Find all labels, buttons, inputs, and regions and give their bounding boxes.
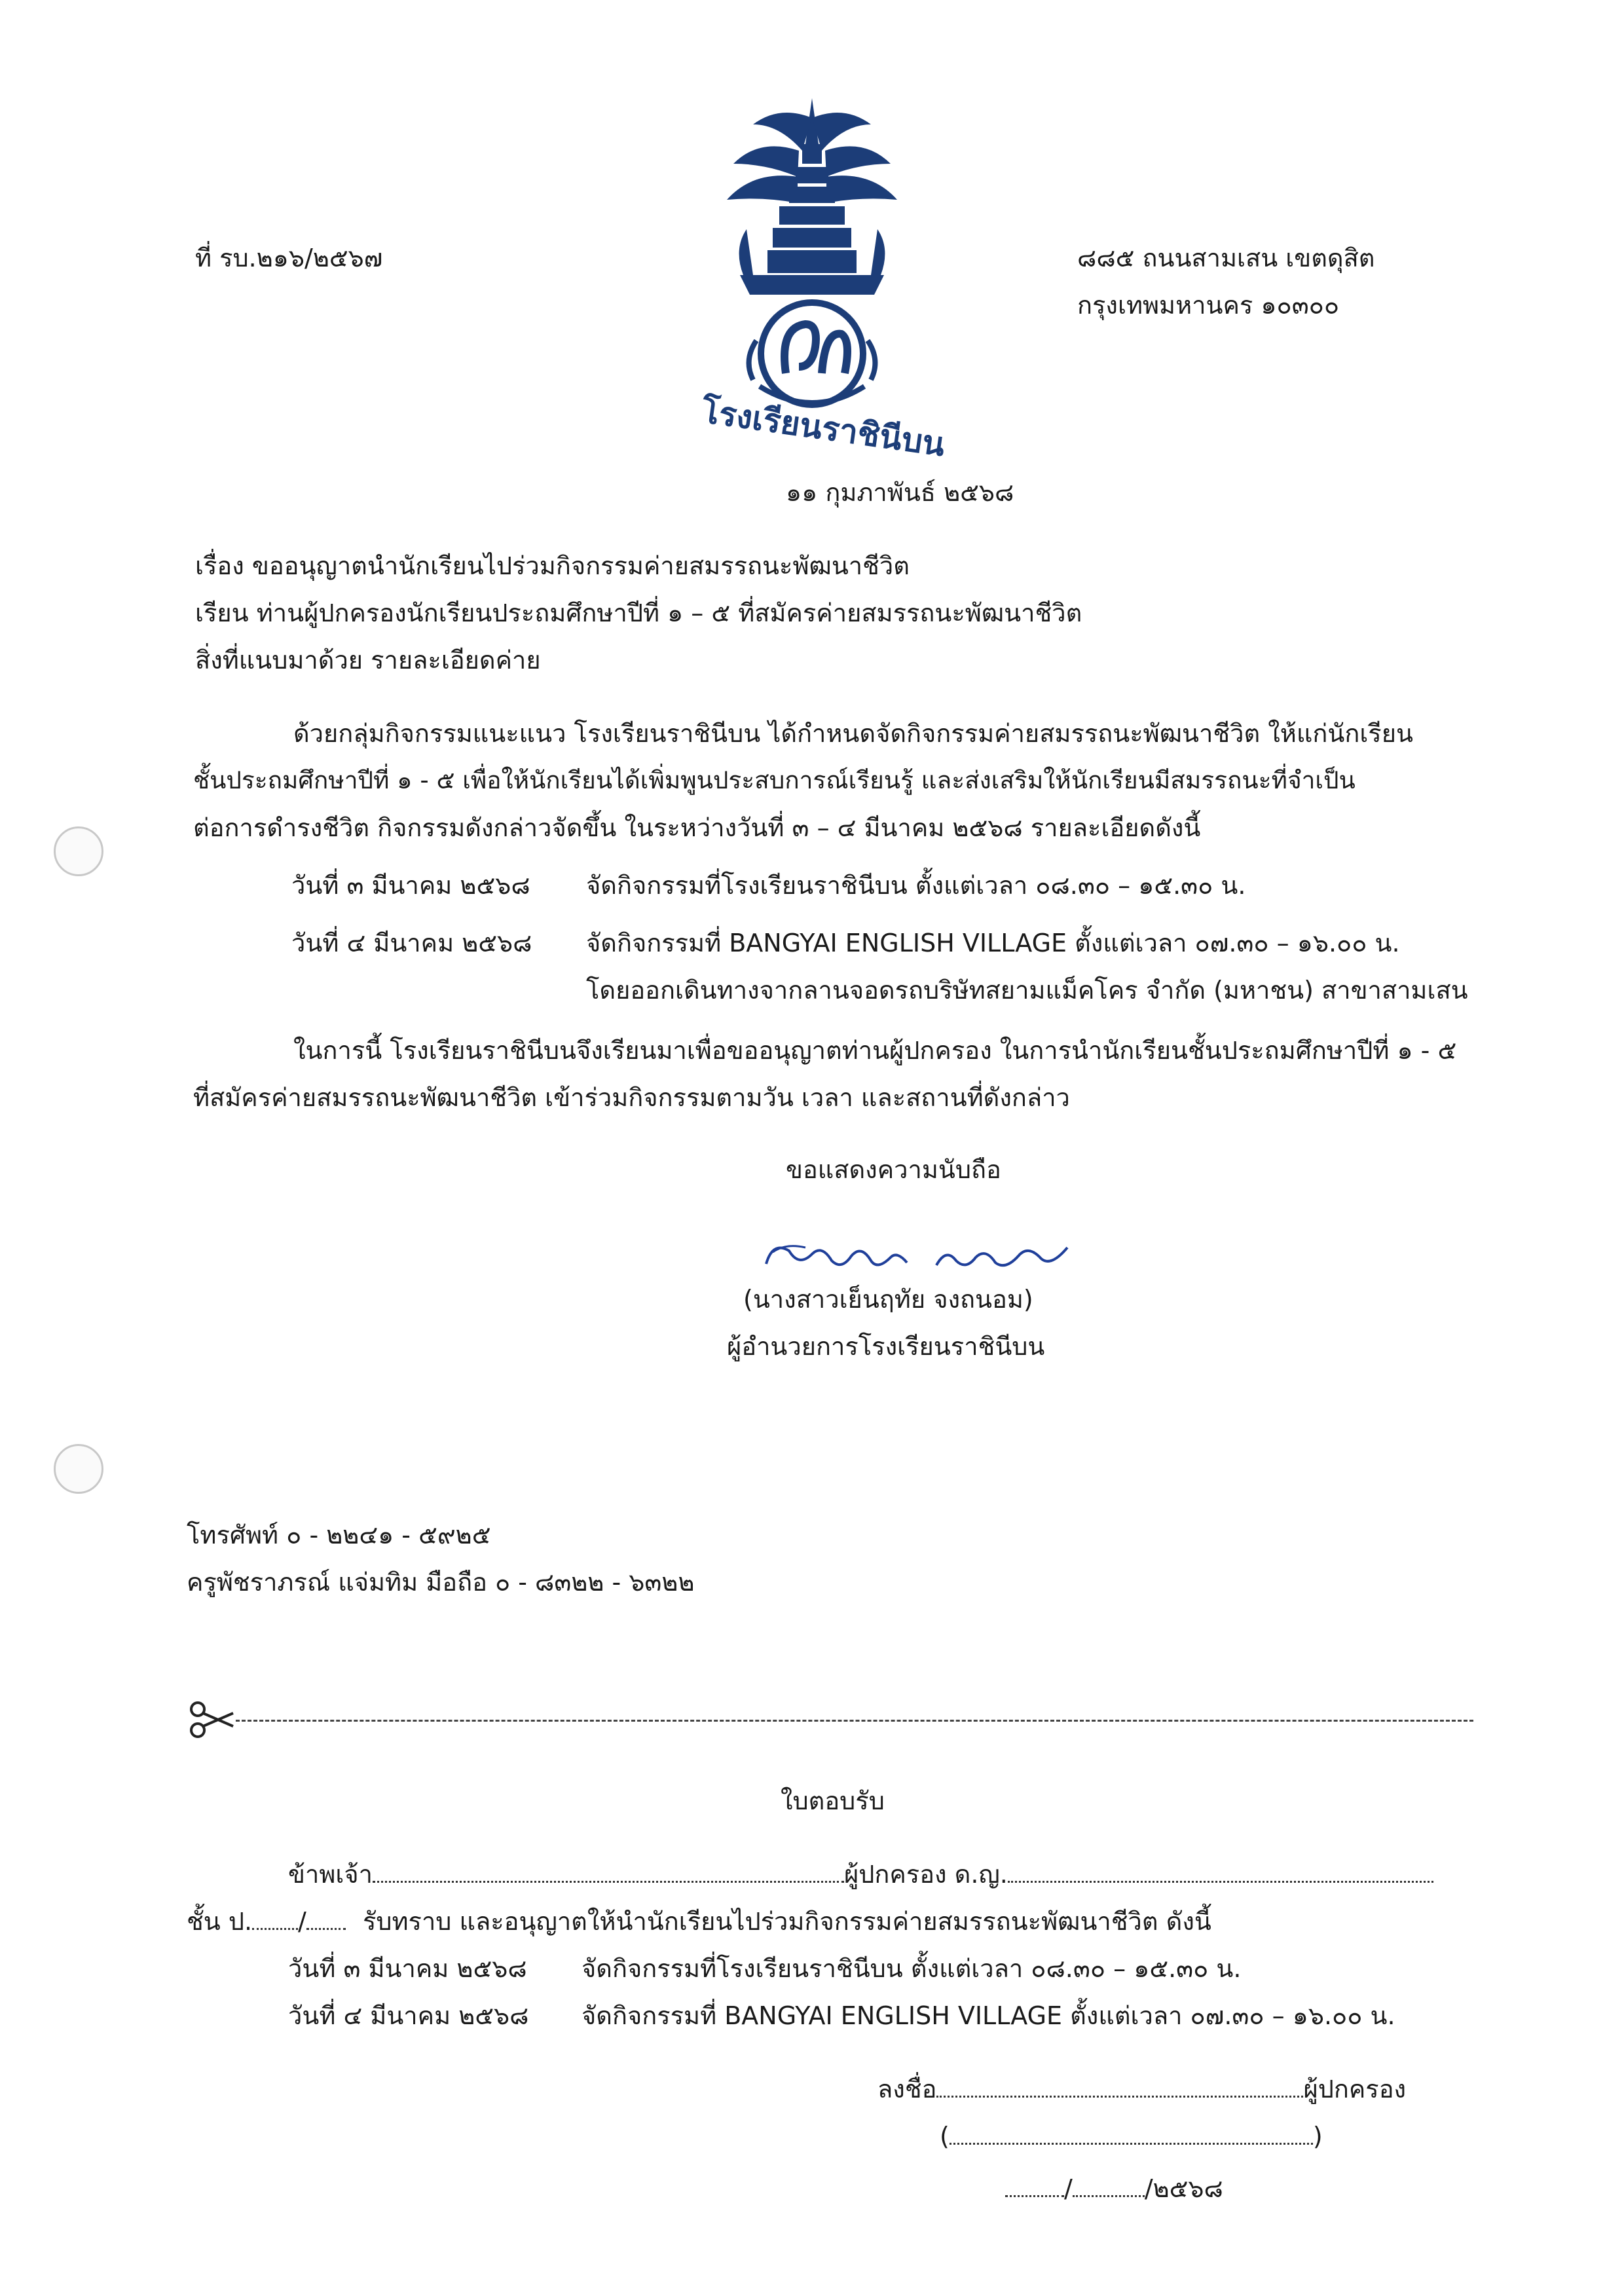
reply-sign-label: ลงชื่อ: [877, 2075, 937, 2103]
body-paragraph1-line2: ชั้นประถมศึกษาปีที่ ๑ - ๕ เพื่อให้นักเรียนได้เพิ่มพูนประสบการณ์เรียนรู้ และส่งเสริมให้นักเรียนมีสมรรถนะที่จำเป็น: [193, 766, 1356, 794]
director-signature: [760, 1231, 1100, 1284]
reply-schedule2-detail: จัดกิจกรรมที่ BANGYAI ENGLISH VILLAGE ตั้งแต่เวลา ๐๗.๓๐ – ๑๖.๐๐ น.: [581, 2001, 1395, 2030]
subject-line: เรื่อง ขออนุญาตนำนักเรียนไปร่วมกิจกรรมค่ายสมรรถนะพัฒนาชีวิต: [195, 551, 910, 580]
reply-schedule1-date: วันที่ ๓ มีนาคม ๒๕๖๘: [288, 1954, 527, 1983]
reply-date-row: [1005, 2174, 1223, 2204]
reply-schedule2-date: วันที่ ๔ มีนาคม ๒๕๖๘: [288, 2001, 529, 2030]
reply-sign-role: ผู้ปกครอง: [1303, 2075, 1407, 2103]
attachment-line: สิ่งที่แนบมาด้วย รายละเอียดค่าย: [195, 646, 541, 675]
school-emblem: [681, 79, 948, 464]
reply-month-field[interactable]: [1073, 2177, 1145, 2197]
closing-phrase: ขอแสดงความนับถือ: [786, 1155, 1001, 1184]
schedule1-date: วันที่ ๓ มีนาคม ๒๕๖๘: [291, 871, 530, 900]
signer-title: ผู้อำนวยการโรงเรียนราชินีบน: [727, 1332, 1045, 1361]
reply-grade-label: ชั้น ป.: [187, 1907, 253, 1936]
punch-hole-top: [54, 826, 103, 876]
school-address-line1: ๘๘๕ ถนนสามเสน เขตดุสิต: [1077, 244, 1375, 272]
schedule2-detail-departure: โดยออกเดินทางจากลานจอดรถบริษัทสยามแม็คโคร จำกัด (มหาชน) สาขาสามเสน: [586, 976, 1468, 1005]
contact-phone: โทรศัพท์ ๐ - ๒๒๔๑ - ๕๙๒๕: [187, 1521, 491, 1549]
reply-printed-name-row: [940, 2122, 1323, 2152]
schedule2-date: วันที่ ๔ มีนาคม ๒๕๖๘: [291, 929, 532, 957]
body-paragraph1-line1: ด้วยกลุ่มกิจกรรมแนะแนว โรงเรียนราชินีบน ได้กำหนดจัดกิจกรรมค่ายสมรรถนะพัฒนาชีวิต ให้แก่นักเรียน: [293, 719, 1413, 748]
reply-signature-field[interactable]: [936, 2077, 1303, 2098]
reply-grade-field[interactable]: [252, 1910, 298, 1930]
school-address-line2: กรุงเทพมหานคร ๑๐๓๐๐: [1077, 291, 1340, 320]
body-paragraph2-line1: ในการนี้ โรงเรียนราชินีบนจึงเรียนมาเพื่อขออนุญาตท่านผู้ปกครอง ในการนำนักเรียนชั้นประถมศึกษาปีที่ ๑ - ๕: [293, 1036, 1457, 1065]
contact-teacher: ครูพัชราภรณ์ แจ่มทิม มือถือ ๐ - ๘๓๒๒ - ๖๓๒๒: [187, 1568, 695, 1597]
school-name-logotype: โรงเรียนราชินีบน: [699, 392, 948, 464]
recipient-line: เรียน ท่านผู้ปกครองนักเรียนประถมศึกษาปีที่ ๑ – ๕ ที่สมัครค่ายสมรรถนะพัฒนาชีวิต: [195, 599, 1082, 627]
reply-guardian-label: ผู้ปกครอง ด.ญ.: [843, 1860, 1008, 1889]
reply-printed-name-field[interactable]: [950, 2124, 1313, 2145]
reply-name-field[interactable]: [373, 1862, 844, 1883]
reply-signature-row: [877, 2075, 1406, 2105]
letter-date: ๑๑ กุมภาพันธ์ ๒๕๖๘: [786, 478, 1014, 507]
reply-year-suffix: /๒๕๖๘: [1144, 2174, 1223, 2203]
reply-paren-close: ): [1312, 2122, 1323, 2151]
reply-student-field[interactable]: [1008, 1862, 1433, 1883]
punch-hole-bottom: [54, 1444, 103, 1494]
reply-slip-title: ใบตอบรับ: [781, 1787, 885, 1815]
reply-room-field[interactable]: [306, 1910, 346, 1930]
reply-grade-slash: /: [298, 1907, 306, 1936]
schedule1-detail: จัดกิจกรรมที่โรงเรียนราชินีบน ตั้งแต่เวลา ๐๘.๓๐ – ๑๕.๓๐ น.: [586, 871, 1246, 900]
schedule2-detail: จัดกิจกรรมที่ BANGYAI ENGLISH VILLAGE ตั้งแต่เวลา ๐๗.๓๐ – ๑๖.๐๐ น.: [586, 929, 1400, 957]
body-paragraph1-line3: ต่อการดำรงชีวิต กิจกรรมดังกล่าวจัดขึ้น ในระหว่างวันที่ ๓ – ๔ มีนาคม ๒๕๖๘ รายละเอียดดังนี้: [193, 813, 1201, 842]
scissors-icon: [189, 1700, 234, 1739]
body-paragraph2-line2: ที่สมัครค่ายสมรรถนะพัฒนาชีวิต เข้าร่วมกิจกรรมตามวัน เวลา และสถานที่ดังกล่าว: [193, 1083, 1070, 1112]
cut-line: [236, 1720, 1473, 1722]
signer-name: (นางสาวเย็นฤทัย จงถนอม): [743, 1285, 1033, 1314]
reply-i-label: ข้าพเจ้า: [288, 1860, 373, 1889]
reply-ack-text: รับทราบ และอนุญาตให้นำนักเรียนไปร่วมกิจกรรมค่ายสมรรถนะพัฒนาชีวิต ดังนี้: [362, 1907, 1211, 1936]
reply-grade-row: [187, 1907, 1211, 1937]
reference-number: ที่ รบ.๒๑๖/๒๕๖๗: [195, 244, 383, 272]
reply-schedule1-detail: จัดกิจกรรมที่โรงเรียนราชินีบน ตั้งแต่เวลา ๐๘.๓๐ – ๑๕.๓๐ น.: [581, 1954, 1242, 1983]
reply-paren-open: (: [940, 2122, 950, 2151]
reply-date-slash: /: [1064, 2174, 1073, 2203]
reply-day-field[interactable]: [1005, 2177, 1064, 2197]
reply-name-row: [288, 1860, 1433, 1890]
